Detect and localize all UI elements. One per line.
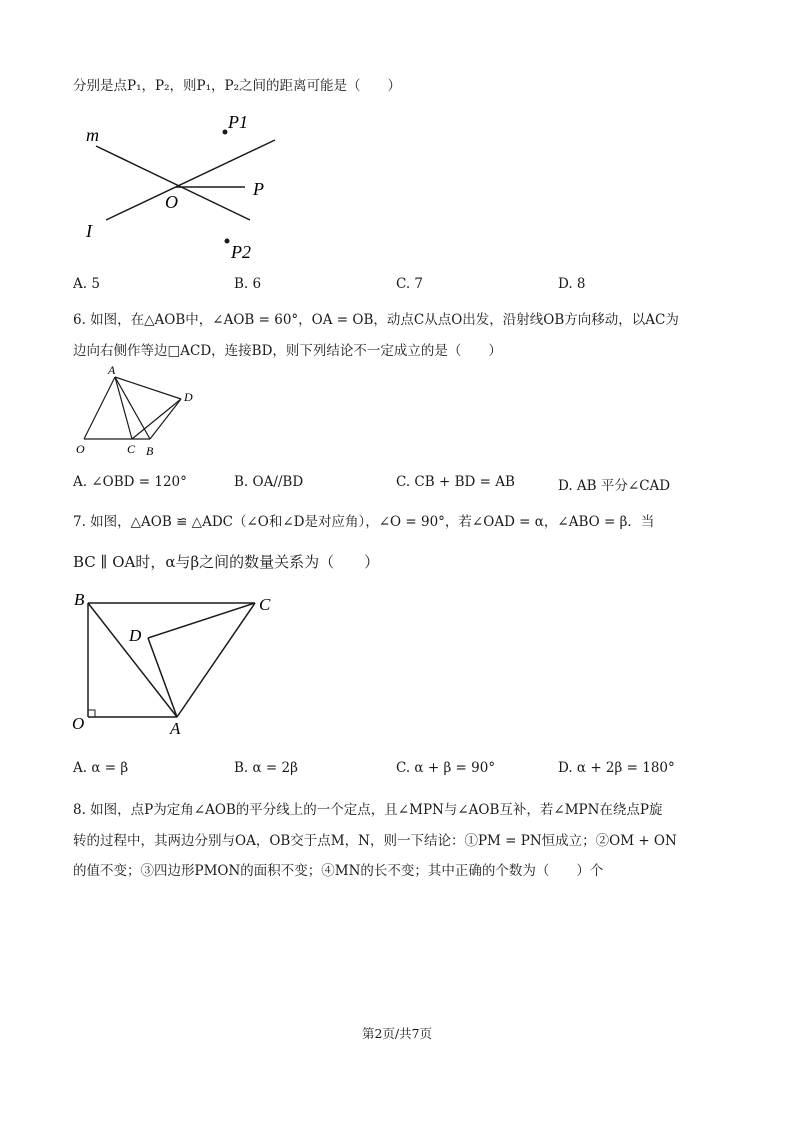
line-l: [106, 140, 275, 220]
point-p2: [225, 239, 230, 244]
q7-option-b[interactable]: B. α = 2β: [234, 760, 298, 776]
q5-option-c[interactable]: C. 7: [396, 276, 424, 292]
q6-line2: 边向右侧作等边□ACD，连接BD，则下列结论不一定成立的是（ ）: [73, 343, 502, 359]
q6-option-a[interactable]: A. ∠OBD = 120°: [73, 474, 187, 490]
point-p1: [223, 130, 228, 135]
q6-figure: [70, 362, 210, 462]
q6-option-c[interactable]: C. CB + BD = AB: [396, 474, 515, 490]
label-o: O: [76, 442, 85, 456]
label-c: C: [259, 595, 271, 614]
q7-option-a[interactable]: A. α = β: [73, 760, 129, 776]
label-c: C: [127, 442, 136, 456]
q8-line1: 8. 如图，点P为定角∠AOB的平分线上的一个定点，且∠MPN与∠AOB互补，若∠MPN在绕点P旋: [73, 802, 663, 818]
label-p1: P1: [228, 112, 248, 132]
q6-option-d[interactable]: D. AB 平分∠CAD: [558, 478, 671, 494]
label-l: I: [86, 221, 92, 241]
label-p: P: [253, 179, 264, 199]
label-p2: P2: [231, 242, 251, 262]
label-b: B: [74, 590, 85, 609]
q5-option-b[interactable]: B. 6: [234, 276, 262, 292]
q7-option-c[interactable]: C. α + β = 90°: [396, 760, 496, 776]
q5-intro: 分别是点P₁，P₂，则P₁，P₂之间的距离可能是（ ）: [73, 78, 401, 94]
q5-option-a[interactable]: A. 5: [73, 276, 100, 292]
label-a: A: [108, 363, 116, 377]
label-a: A: [170, 719, 181, 738]
label-d: D: [184, 390, 193, 404]
q7-option-d[interactable]: D. α + 2β = 180°: [558, 760, 675, 776]
q5-option-d[interactable]: D. 8: [558, 276, 586, 292]
label-b: B: [146, 444, 154, 458]
label-o: O: [165, 192, 178, 212]
label-m: m: [86, 125, 99, 145]
label-d: D: [129, 626, 142, 645]
q8-line2: 转的过程中，其两边分别与OA，OB交于点M，N，则一下结论：①PM = PN恒成立；②OM + ON: [73, 833, 677, 849]
q8-line3: 的值不变；③四边形PMON的面积不变；④MN的长不变；其中正确的个数为（ ）个: [73, 863, 604, 879]
label-o: O: [72, 714, 85, 733]
q6-option-b[interactable]: B. OA//BD: [234, 474, 304, 490]
q7-figure: [70, 585, 290, 740]
page-footer: 第2页/共7页: [361, 1026, 433, 1041]
q7-line2: BC ∥ OA时，α与β之间的数量关系为（ ）: [73, 553, 380, 571]
q6-line1: 6. 如图，在△AOB中，∠AOB = 60°，OA = OB，动点C从点O出发，沿射线OB方向移动，以AC为: [73, 312, 679, 328]
q7-line1: 7. 如图，△AOB ≌ △ADC（∠O和∠D是对应角），∠O = 90°，若∠OAD = α，∠ABO = β．当: [73, 514, 655, 530]
q5-figure: [70, 105, 300, 265]
